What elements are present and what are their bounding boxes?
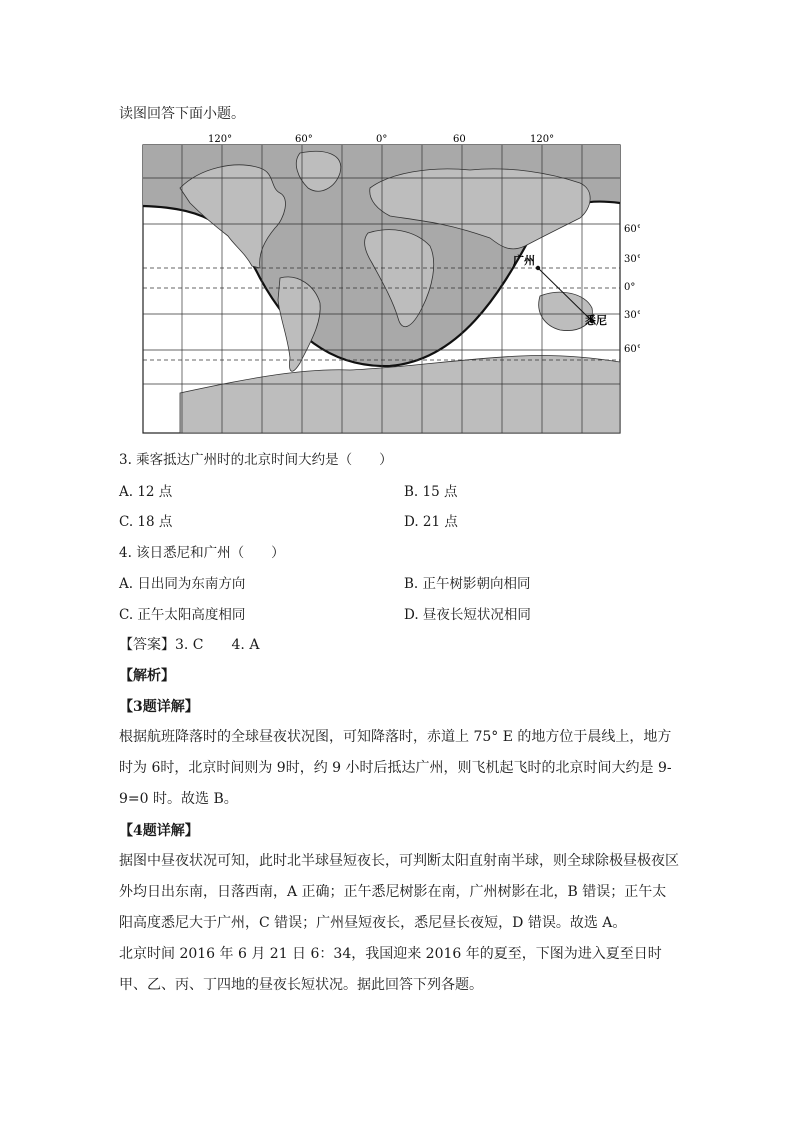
lon-label-0: 0° xyxy=(376,134,388,145)
q4-option-a: A. 日出同为东南方向 xyxy=(119,576,246,592)
q4-option-c: C. 正午太阳高度相同 xyxy=(119,607,246,623)
detail-4-heading: 【4题详解】 xyxy=(119,823,199,839)
lon-label-120w: 120° xyxy=(208,134,233,145)
analysis-heading: 【解析】 xyxy=(119,668,175,684)
detail-4-text: 据图中昼夜状况可知，此时北半球昼短夜长，可判断太阳直射南半球，则全球除极昼极夜区外均日出东南，日落西南，A 正确；正午悉尼树影在南，广州树影在北，B 错误；正午太阳高度悉尼大于广州，C 错误；广州昼短夜长，悉尼昼长夜短，D 错误。故选 A。 xyxy=(119,853,679,931)
next-section-text: 北京时间 2016 年 6 月 21 日 6：34，我国迎来 2016 年的夏至，下图为进入夏至日时甲、乙、丙、丁四地的昼夜长短状况。据此回答下列各题。 xyxy=(119,946,662,993)
intro-text: 读图回答下面小题。 xyxy=(119,106,245,122)
lon-label-120e: 120° xyxy=(530,134,555,145)
q3-option-c: C. 18 点 xyxy=(119,514,173,530)
q4-option-d: D. 昼夜长短状况相同 xyxy=(404,607,531,623)
detail-3-text: 根据航班降落时的全球昼夜状况图，可知降落时，赤道上 75° E 的地方位于晨线上，地方时为 6时，北京时间则为 9时，约 9 小时后抵达广州，则飞机起飞时的北京时间大约是 9-9=0 时。故选 B。 xyxy=(119,729,672,807)
map-svg xyxy=(140,128,640,438)
lat-label-30n: 30° xyxy=(624,254,640,265)
lat-label-0: 0° xyxy=(624,282,636,293)
q4-option-b: B. 正午树影朝向相同 xyxy=(404,576,531,592)
lat-label-60n: 60° xyxy=(624,224,640,235)
lon-label-60w: 60° xyxy=(295,134,313,145)
lat-label-60s: 60° xyxy=(624,344,640,355)
label-guangzhou: 广州 xyxy=(513,254,535,267)
question-4-stem: 4. 该日悉尼和广州（ ） xyxy=(119,545,285,561)
lat-label-30s: 30° xyxy=(624,310,640,321)
detail-3-heading: 【3题详解】 xyxy=(119,699,199,715)
world-day-night-map xyxy=(140,128,640,438)
guangzhou-marker xyxy=(536,266,540,270)
lon-label-60e: 60 xyxy=(453,134,466,145)
q3-option-d: D. 21 点 xyxy=(404,514,458,530)
q3-option-a: A. 12 点 xyxy=(119,484,173,500)
label-sydney: 悉尼 xyxy=(585,314,607,327)
answer-line: 【答案】3. C 4. A xyxy=(119,637,260,653)
question-3-stem: 3. 乘客抵达广州时的北京时间大约是（ ） xyxy=(119,452,393,468)
q3-option-b: B. 15 点 xyxy=(404,484,458,500)
